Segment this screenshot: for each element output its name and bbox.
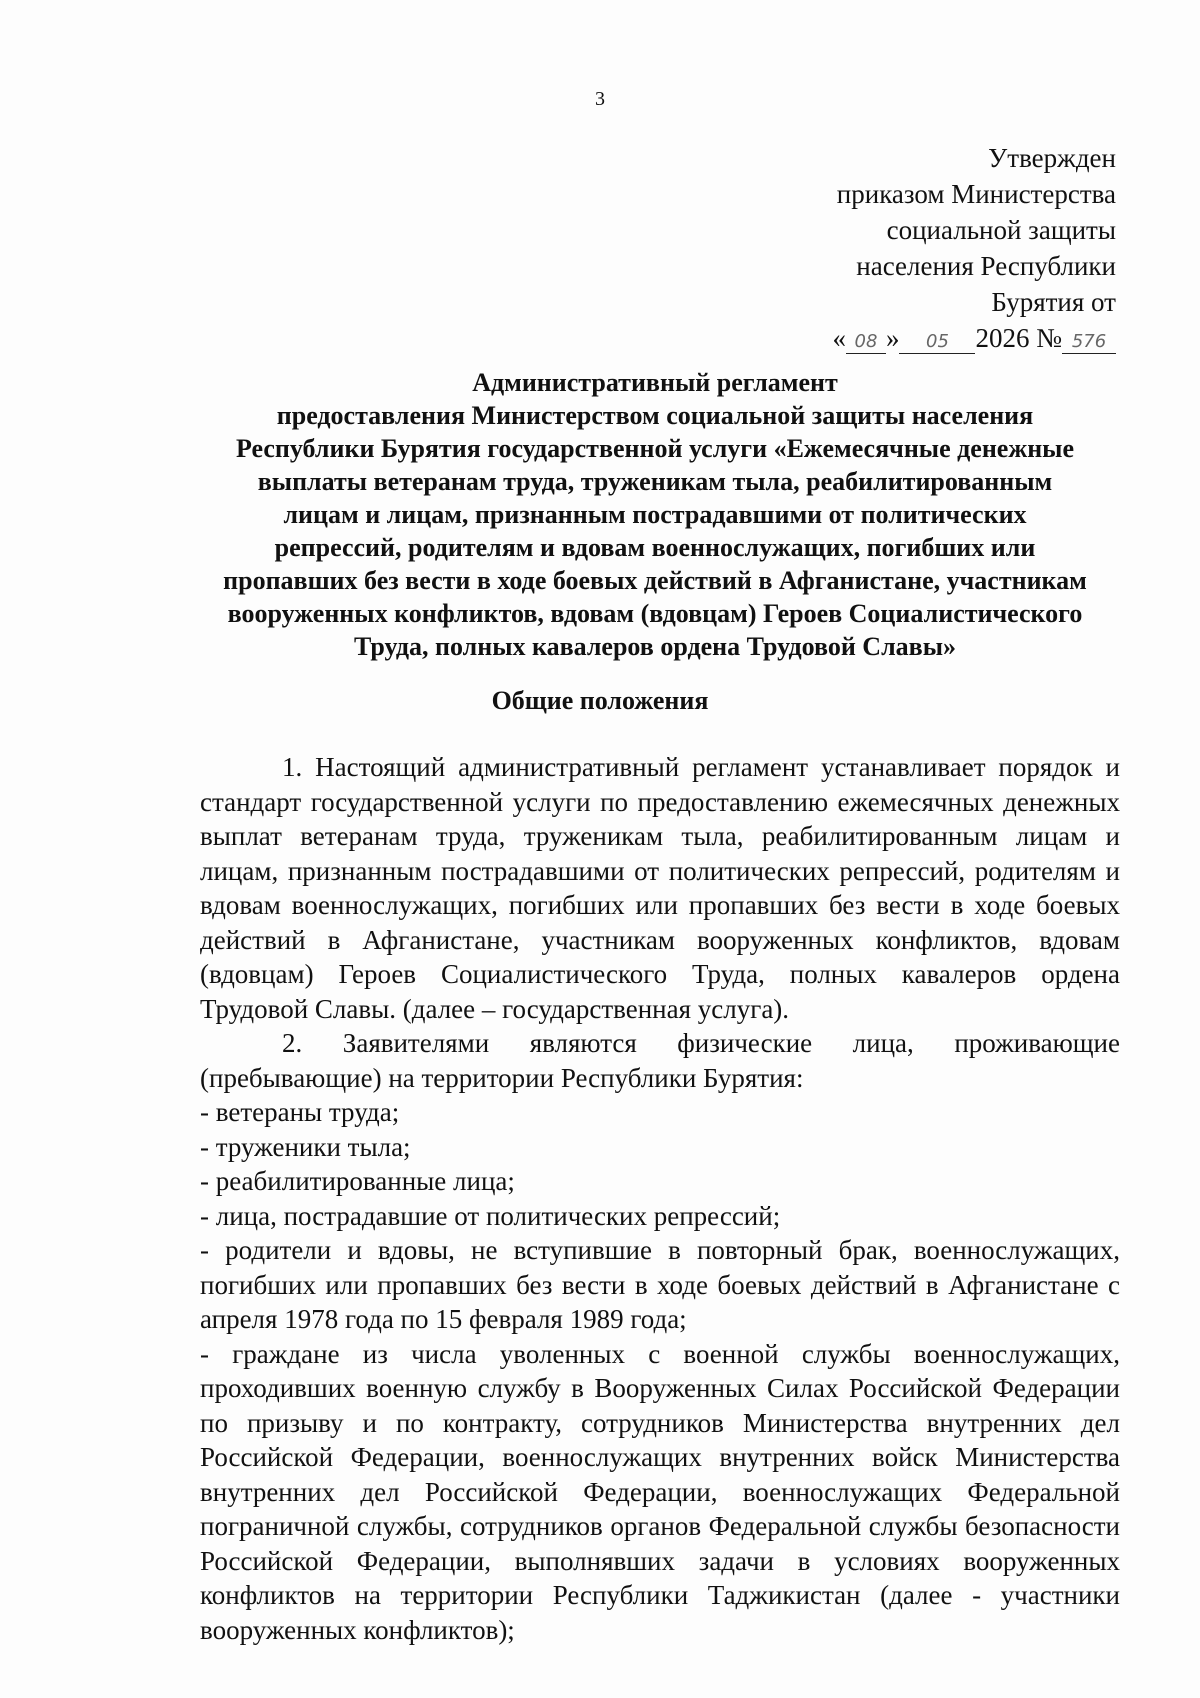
list-item: - граждане из числа уволенных с военной службы военнослужащих, проходивших военную службу в Вооруженных Силах Российской Федерации по призыву и по контракту, сотрудников Министерства внутренних дел Российской Федерации, военнослужащих внутренних войск Министерства внутренних дел Российской Федерации, военнослужащих Федеральной пограничной службы, сотрудников органов Федеральной службы безопасности Российской Федерации, выполнявших задачи в условиях вооруженных конфликтов на территории Республики Таджикистан (далее - участники вооруженных конфликтов); — [200, 1338, 1120, 1645]
paragraph-1: 1. Настоящий административный регламент устанавливает порядок и стандарт государственной услуги по предоставлению ежемесячных денежных выплат ветеранам труда, труженикам тыла, реабилитированным лицам и лицам, признанным пострадавшими от политических репрессий, родителям и вдовам военнослужащих, погибших или пропавших без вести в ходе боевых действий в Афганистане, участникам вооруженных конфликтов, вдовам (вдовцам) Героев Социалистического Труда, полных кавалеров ордена Трудовой Славы. (далее – государственная услуга). — [200, 752, 1120, 1024]
body-text — [200, 750, 1120, 1647]
list-item: - труженики тыла; — [200, 1131, 411, 1162]
date-open-quote: « — [832, 323, 846, 353]
date-year: 2026 № — [975, 323, 1062, 353]
list-item: - реабилитированные лица; — [200, 1166, 515, 1196]
title-line: выплаты ветеранам труда, труженикам тыла, реабилитированным — [257, 467, 1053, 496]
list-item: - родители и вдовы, не вступившие в повторный брак, военнослужащих, погибших или пропавших без вести в ходе боевых действий в Афганистане с апреля 1978 года по 15 февраля 1989 года; — [200, 1235, 1120, 1334]
list-item: - лица, пострадавшие от политических репрессий; — [200, 1200, 781, 1231]
title-line: пропавших без вести в ходе боевых действий в Афганистане, участникам — [223, 566, 1087, 595]
document-title — [190, 366, 1120, 663]
title-line: Республики Бурятия государственной услуги «Ежемесячные денежные — [235, 434, 1075, 463]
section-heading: Общие положения — [491, 686, 709, 715]
list-item: - ветераны труда; — [200, 1097, 400, 1127]
title-line: лицам и лицам, признанным пострадавшими от политических — [283, 500, 1027, 529]
title-line: репрессий, родителям и вдовам военнослужащих, погибших или — [274, 533, 1036, 562]
approval-date-line — [832, 320, 1116, 356]
approval-line: социальной защиты — [886, 215, 1116, 245]
paragraph-2: 2. Заявителями являются физические лица, проживающие (пребывающие) на территории Республики Бурятия: — [200, 1028, 1120, 1093]
approval-line: населения Республики — [856, 251, 1116, 281]
approval-line: Утвержден — [988, 143, 1116, 173]
approval-line: приказом Министерства — [836, 179, 1116, 209]
title-line: Труда, полных кавалеров ордена Трудовой Славы» — [354, 632, 956, 661]
title-line: Административный регламент — [472, 368, 838, 397]
page-number: 3 — [595, 88, 605, 110]
approval-line: Бурятия от — [991, 287, 1116, 317]
handwritten-order-number: 576 — [1062, 331, 1116, 354]
title-line: вооруженных конфликтов, вдовам (вдовцам) Героев Социалистического — [227, 599, 1083, 628]
title-line: предоставления Министерством социальной защиты населения — [276, 401, 1034, 430]
date-close-quote: » — [885, 323, 900, 353]
approval-block — [832, 140, 1116, 356]
handwritten-day: 08 — [846, 331, 886, 354]
handwritten-month: 05 — [899, 331, 975, 354]
